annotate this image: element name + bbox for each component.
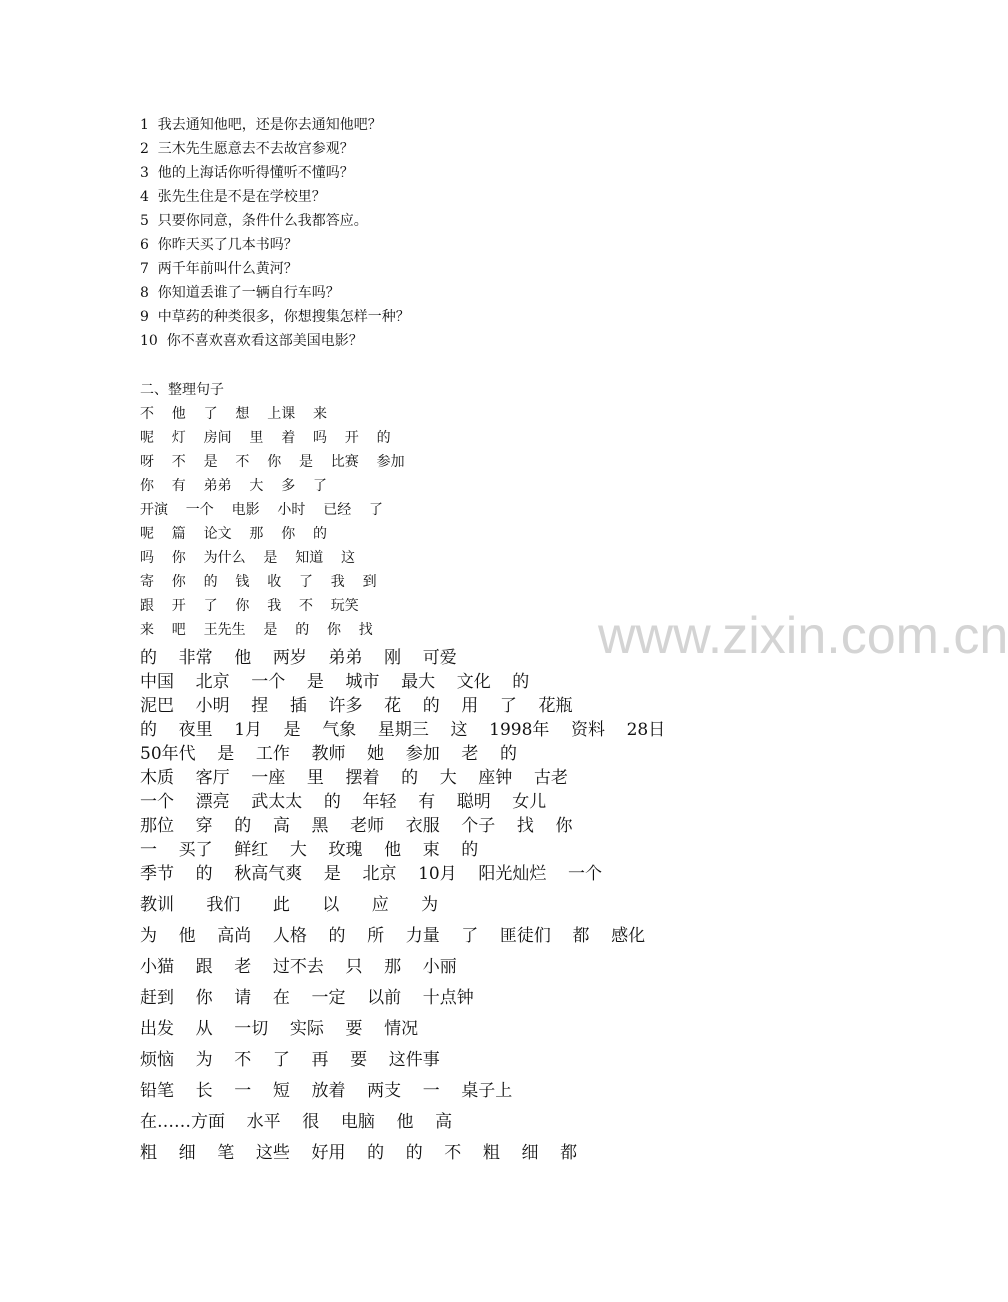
word-line: 一 买了 鲜红 大 玫瑰 他 束 的 — [140, 840, 479, 860]
question-line: 8 你知道丢谁了一辆自行车吗？ — [140, 285, 340, 301]
word-line: 木质 客厅 一座 里 摆着 的 大 座钟 古老 — [140, 768, 568, 788]
word-line: 呢 篇 论文 那 你 的 — [140, 526, 328, 542]
word-line: 为 他 高尚 人格 的 所 力量 了 匪徒们 都 感化 — [140, 926, 646, 946]
section-title: 二、整理句子 — [140, 382, 224, 398]
word-line: 中国 北京 一个 是 城市 最大 文化 的 — [140, 672, 530, 692]
word-line: 赶到 你 请 在 一定 以前 十点钟 — [140, 988, 474, 1008]
word-line: 呀 不 是 不 你 是 比赛 参加 — [140, 454, 405, 470]
watermark: www.zixin.com.cn — [598, 607, 1008, 665]
question-line: 2 三木先生愿意去不去故宫参观？ — [140, 141, 354, 157]
word-line: 季节 的 秋高气爽 是 北京 10月 阳光灿烂 一个 — [140, 864, 602, 884]
word-line: 寄 你 的 钱 收 了 我 到 — [140, 574, 377, 590]
word-line: 粗 细 笔 这些 好用 的 的 不 粗 细 都 — [140, 1143, 578, 1163]
word-line: 你 有 弟弟 大 多 了 — [140, 478, 328, 494]
word-line: 吗 你 为什么 是 知道 这 — [140, 550, 356, 566]
word-line: 50年代 是 工作 教师 她 参加 老 的 — [140, 744, 517, 764]
question-line: 9 中草药的种类很多，你想搜集怎样一种？ — [140, 309, 410, 325]
question-line: 4 张先生住是不是在学校里？ — [140, 189, 326, 205]
word-line: 出发 从 一切 实际 要 情况 — [140, 1019, 419, 1039]
word-line: 铅笔 长 一 短 放着 两支 一 桌子上 — [140, 1081, 513, 1101]
word-line: 烦恼 为 不 了 再 要 这件事 — [140, 1050, 440, 1070]
question-line: 10 你不喜欢喜欢看这部美国电影？ — [140, 333, 363, 349]
word-line: 泥巴 小明 捏 插 许多 花 的 用 了 花瓶 — [140, 696, 573, 716]
word-line: 开演 一个 电影 小时 已经 了 — [140, 502, 384, 518]
word-line: 来 吧 王先生 是 的 你 找 — [140, 622, 373, 638]
word-line: 不 他 了 想 上课 来 — [140, 406, 328, 422]
word-line: 呢 灯 房间 里 着 吗 开 的 — [140, 430, 391, 446]
question-line: 7 两千年前叫什么黄河？ — [140, 261, 298, 277]
word-line: 一个 漂亮 武太太 的 年轻 有 聪明 女儿 — [140, 792, 547, 812]
word-line: 教训 我们 此 以 应 为 — [140, 895, 439, 915]
question-line: 1 我去通知他吧，还是你去通知他吧？ — [140, 117, 382, 133]
word-line: 的 非常 他 两岁 弟弟 刚 可爱 — [140, 648, 457, 668]
question-line: 3 他的上海话你听得懂听不懂吗？ — [140, 165, 354, 181]
word-line: 在……方面 水平 很 电脑 他 高 — [140, 1112, 453, 1132]
word-line: 跟 开 了 你 我 不 玩笑 — [140, 598, 359, 614]
word-line: 小猫 跟 老 过不去 只 那 小丽 — [140, 957, 457, 977]
word-line: 的 夜里 1月 是 气象 星期三 这 1998年 资料 28日 — [140, 720, 666, 740]
word-line: 那位 穿 的 高 黑 老师 衣服 个子 找 你 — [140, 816, 573, 836]
question-line: 5 只要你同意，条件什么我都答应。 — [140, 213, 368, 229]
question-line: 6 你昨天买了几本书吗？ — [140, 237, 298, 253]
